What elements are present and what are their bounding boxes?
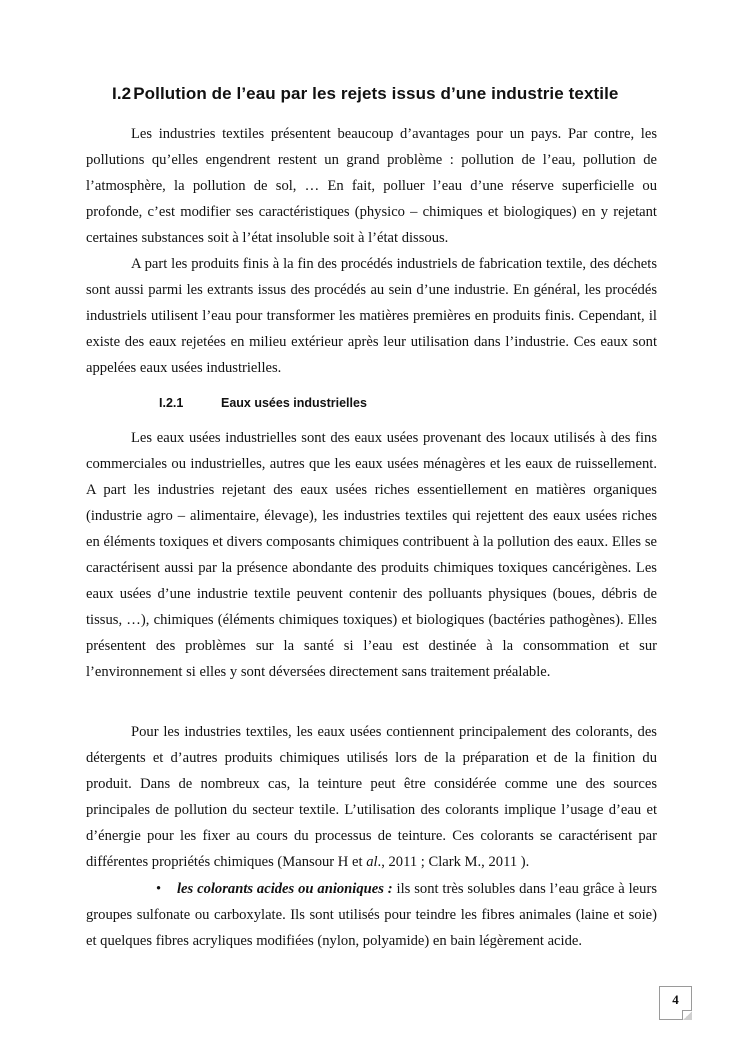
section-heading	[112, 84, 618, 104]
paragraph-intro: Les industries textiles présentent beaucoup d’avantages pour un pays. Par contre, les pollutions qu’elles engendrent restent un grand problème : pollution de l’eau, pollution de l’atmosphère, la pollution de sol, … En fait, polluer l’eau d’une réserve superficielle ou profonde, c’est modifier ses caractéristiques (physico – chimiques et biologiques) en y rejetant certaines substances soit à l’état insoluble soit à l’état dissous.	[86, 126, 657, 246]
bullet-item	[86, 876, 657, 954]
page-number	[659, 986, 692, 1020]
section-title: Pollution de l’eau par les rejets issus d’une industrie textile	[133, 84, 619, 103]
paragraph-products: A part les produits finis à la fin des procédés industriels de fabrication textile, des déchets sont aussi parmi les extrants issus des procédés au sein d’une industrie. En général, les procédés industriels utilisent l’eau pour transformer les matières premières en produits finis. Cependant, il existe des eaux rejetées en milieu extérieur après leur utilisation dans l’industrie. Ces eaux sont appelées eaux usées industrielles.	[86, 256, 657, 376]
section-number: I.2	[112, 84, 132, 103]
bullet-marker: •	[156, 881, 162, 897]
paragraph-industrial-wastewater: Les eaux usées industrielles sont des eaux usées provenant des locaux utilisés à des fins commerciales ou industrielles, autres que les eaux usées ménagères et les eaux de ruissellement. A part les industries rejetant des eaux usées riches essentiellement en matières organiques (industrie agro – alimentaire, élevage), les industries textiles qui rejettent des eaux usées riches en éléments toxiques et divers composants chimiques contribuent à la pollution des eaux. Elles se caractérisent aussi par la présence abondante des produits chimiques toxiques cancérigènes. Les eaux usées d’une industrie textile peuvent contenir des polluants physiques (boues, débris de tissus, …), chimiques (éléments chimiques toxiques) et biologiques (bactéries pathogènes). Elles présentent des problèmes sur la santé si l’eau est destinée à la consommation et sur l’environnement si elles y sont déversées directement sans traitement préalable.	[86, 430, 657, 680]
bullet-term: les colorants acides ou anioniques :	[177, 881, 393, 897]
bullet-text: ils sont très solubles dans l’eau grâce à leurs groupes sulfonate ou carboxylate. Ils sont utilisés pour teindre les fibres animales (laine et soie) et quelques fibres acryliques modifiées (nylon, polyamide) en bain légèrement acide.	[86, 881, 657, 949]
subsection-number: I.2.1	[159, 396, 184, 410]
paragraph-text: Pour les industries textiles, les eaux usées contiennent principalement des colorants, des détergents et d’autres produits chimiques utilisés lors de la préparation et de la finition du produit. Dans de nombreux cas, la teinture peut être considérée comme une des sources principales de pollution du secteur textile. L’utilisation des colorants implique l’usage d’eau et d’énergie pour les fixer au cours du processus de teinture. Ces colorants se caractérisent par différentes propriétés chimiques (Mansour H et	[86, 724, 657, 870]
citation-text: ., 2011 ; Clark M., 2011 ).	[377, 854, 530, 870]
subsection-title: Eaux usées industrielles	[221, 396, 367, 410]
page-number-value: 4	[672, 992, 679, 1007]
citation-italic: al	[366, 854, 378, 870]
subsection-heading	[159, 396, 367, 410]
paragraph-textile-dyes	[86, 719, 657, 875]
page-fold-corner	[682, 1010, 692, 1020]
